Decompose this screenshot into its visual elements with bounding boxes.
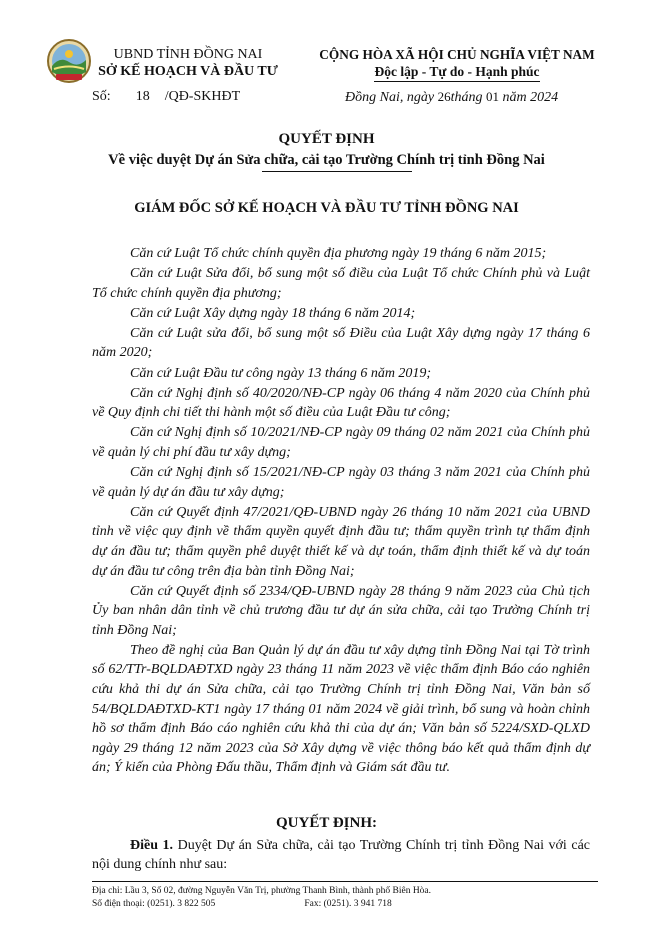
- footer: [92, 885, 431, 911]
- article-1-text: Duyệt Dự án Sửa chữa, cải tạo Trường Chính trị tỉnh Đồng Nai với các nội dung chính như sau:: [92, 838, 590, 872]
- footer-fax: Fax: (0251). 3 941 718: [304, 899, 392, 909]
- number-suffix: /QĐ-SKHĐT: [164, 89, 241, 104]
- preamble-item: Căn cứ Quyết định số 2334/QĐ-UBND ngày 28 tháng 9 năm 2023 của Chủ tịch Ủy ban nhân dân tỉnh về chủ trương đầu tư dự án sửa chữa, cải tạo Trường Chính trị tỉnh Đồng Nai;: [92, 583, 590, 638]
- org-department: SỞ KẾ HOẠCH VÀ ĐẦU TƯ: [98, 64, 278, 79]
- footer-phone: Số điện thoại: (0251). 3 822 505: [92, 899, 216, 909]
- nation-motto: Độc lập - Tự do - Hạnh phúc: [374, 63, 539, 82]
- preamble-item: Căn cứ Luật Sửa đổi, bổ sung một số điều của Luật Tổ chức Chính phủ và Luật Tổ chức chính quyền địa phương;: [92, 266, 590, 301]
- issuing-authority: GIÁM ĐỐC SỞ KẾ HOẠCH VÀ ĐẦU TƯ TỈNH ĐỒNG NAI: [134, 200, 519, 216]
- preamble-item: Căn cứ Nghị định số 40/2020/NĐ-CP ngày 06 tháng 4 năm 2020 của Chính phủ về Quy định chi tiết thi hành một số điều của Luật Đầu tư công;: [92, 385, 590, 421]
- national-motto: [292, 46, 622, 82]
- preamble-item: Căn cứ Luật Tổ chức chính quyền địa phương ngày 19 tháng 6 năm 2015;: [130, 246, 547, 261]
- decision-heading: QUYẾT ĐỊNH:: [276, 815, 377, 831]
- org-province: UBND TỈNH ĐỒNG NAI: [113, 47, 263, 62]
- date-month-label: tháng: [450, 90, 483, 105]
- article-1: [92, 836, 590, 874]
- date-day: 26: [437, 89, 451, 104]
- footer-divider: [92, 881, 598, 882]
- date-month: 01: [485, 89, 499, 104]
- preamble-item: Căn cứ Nghị định số 15/2021/NĐ-CP ngày 03 tháng 3 năm 2021 của Chính phủ về quản lý dự án đầu tư xây dựng;: [92, 465, 590, 500]
- preamble-item: Căn cứ Luật sửa đổi, bổ sung một số Điều của Luật Xây dựng ngày 17 tháng 6 năm 2020;: [92, 325, 590, 361]
- preamble-item: Căn cứ Luật Đầu tư công ngày 13 tháng 6 năm 2019;: [130, 365, 432, 381]
- document-number: [92, 89, 240, 105]
- subject-underline: [262, 171, 412, 172]
- preamble-item: Căn cứ Luật Xây dựng ngày 18 tháng 6 năm 2014;: [130, 305, 416, 321]
- nation-name: CỘNG HÒA XÃ HỘI CHỦ NGHĨA VIỆT NAM: [319, 47, 595, 62]
- document-date: [345, 89, 558, 106]
- article-1-label: Điều 1.: [130, 838, 174, 853]
- number-value: 18: [135, 89, 150, 104]
- date-prefix: Đồng Nai, ngày: [345, 90, 435, 105]
- dong-nai-logo: [46, 38, 92, 84]
- issuing-organization: [88, 46, 288, 80]
- footer-address: Địa chỉ: Lầu 3, Số 02, đường Nguyễn Văn Trị, phường Thanh Bình, thành phố Biên Hòa.: [92, 886, 432, 896]
- date-year: năm 2024: [502, 90, 559, 105]
- preamble-item: Căn cứ Quyết định 47/2021/QĐ-UBND ngày 26 tháng 10 năm 2021 của UBND tỉnh về việc quy định về thẩm quyền quyết định đầu tư; thẩm quyền trình tự thẩm định dự án đầu tư; thẩm quyền phê duyệt thiết kế và dự toán, thẩm định thiết kế và dự toán dự án đầu tư công trên địa bàn tỉnh Đồng Nai;: [92, 504, 590, 579]
- preamble-item: Theo đề nghị của Ban Quản lý dự án đầu tư xây dựng tỉnh Đồng Nai tại Tờ trình số 62/TTr-BQLDAĐTXD ngày 23 tháng 11 năm 2023 về việc thẩm định Báo cáo nghiên cứu khả thi dự án Sửa chữa, cải tạo Trường Chính trị tỉnh Đồng Nai, Văn bản số 54/BQLDAĐTXD-KT1 ngày 17 tháng 01 năm 2024 về giải trình, bổ sung và hoàn chỉnh hồ sơ thẩm định Báo cáo nghiên cứu khả thi của dự án; Văn bản số 5224/SXD-QLXD ngày 29 tháng 12 năm 2023 của Sở Xây dựng về việc thông báo kết quả thẩm định dự án; Ý kiến của Phòng Đấu thầu, Thẩm định và Giám sát đầu tư.: [92, 642, 590, 776]
- preamble-item: Căn cứ Nghị định số 10/2021/NĐ-CP ngày 09 tháng 02 năm 2021 của Chính phủ về quản lý chi phí đầu tư xây dựng;: [92, 425, 590, 460]
- document-subject: Về việc duyệt Dự án Sửa chữa, cải tạo Trường Chính trị tỉnh Đồng Nai: [108, 152, 545, 168]
- document-type: QUYẾT ĐỊNH: [278, 131, 375, 147]
- preamble: [92, 244, 590, 779]
- number-label: Số:: [92, 89, 111, 104]
